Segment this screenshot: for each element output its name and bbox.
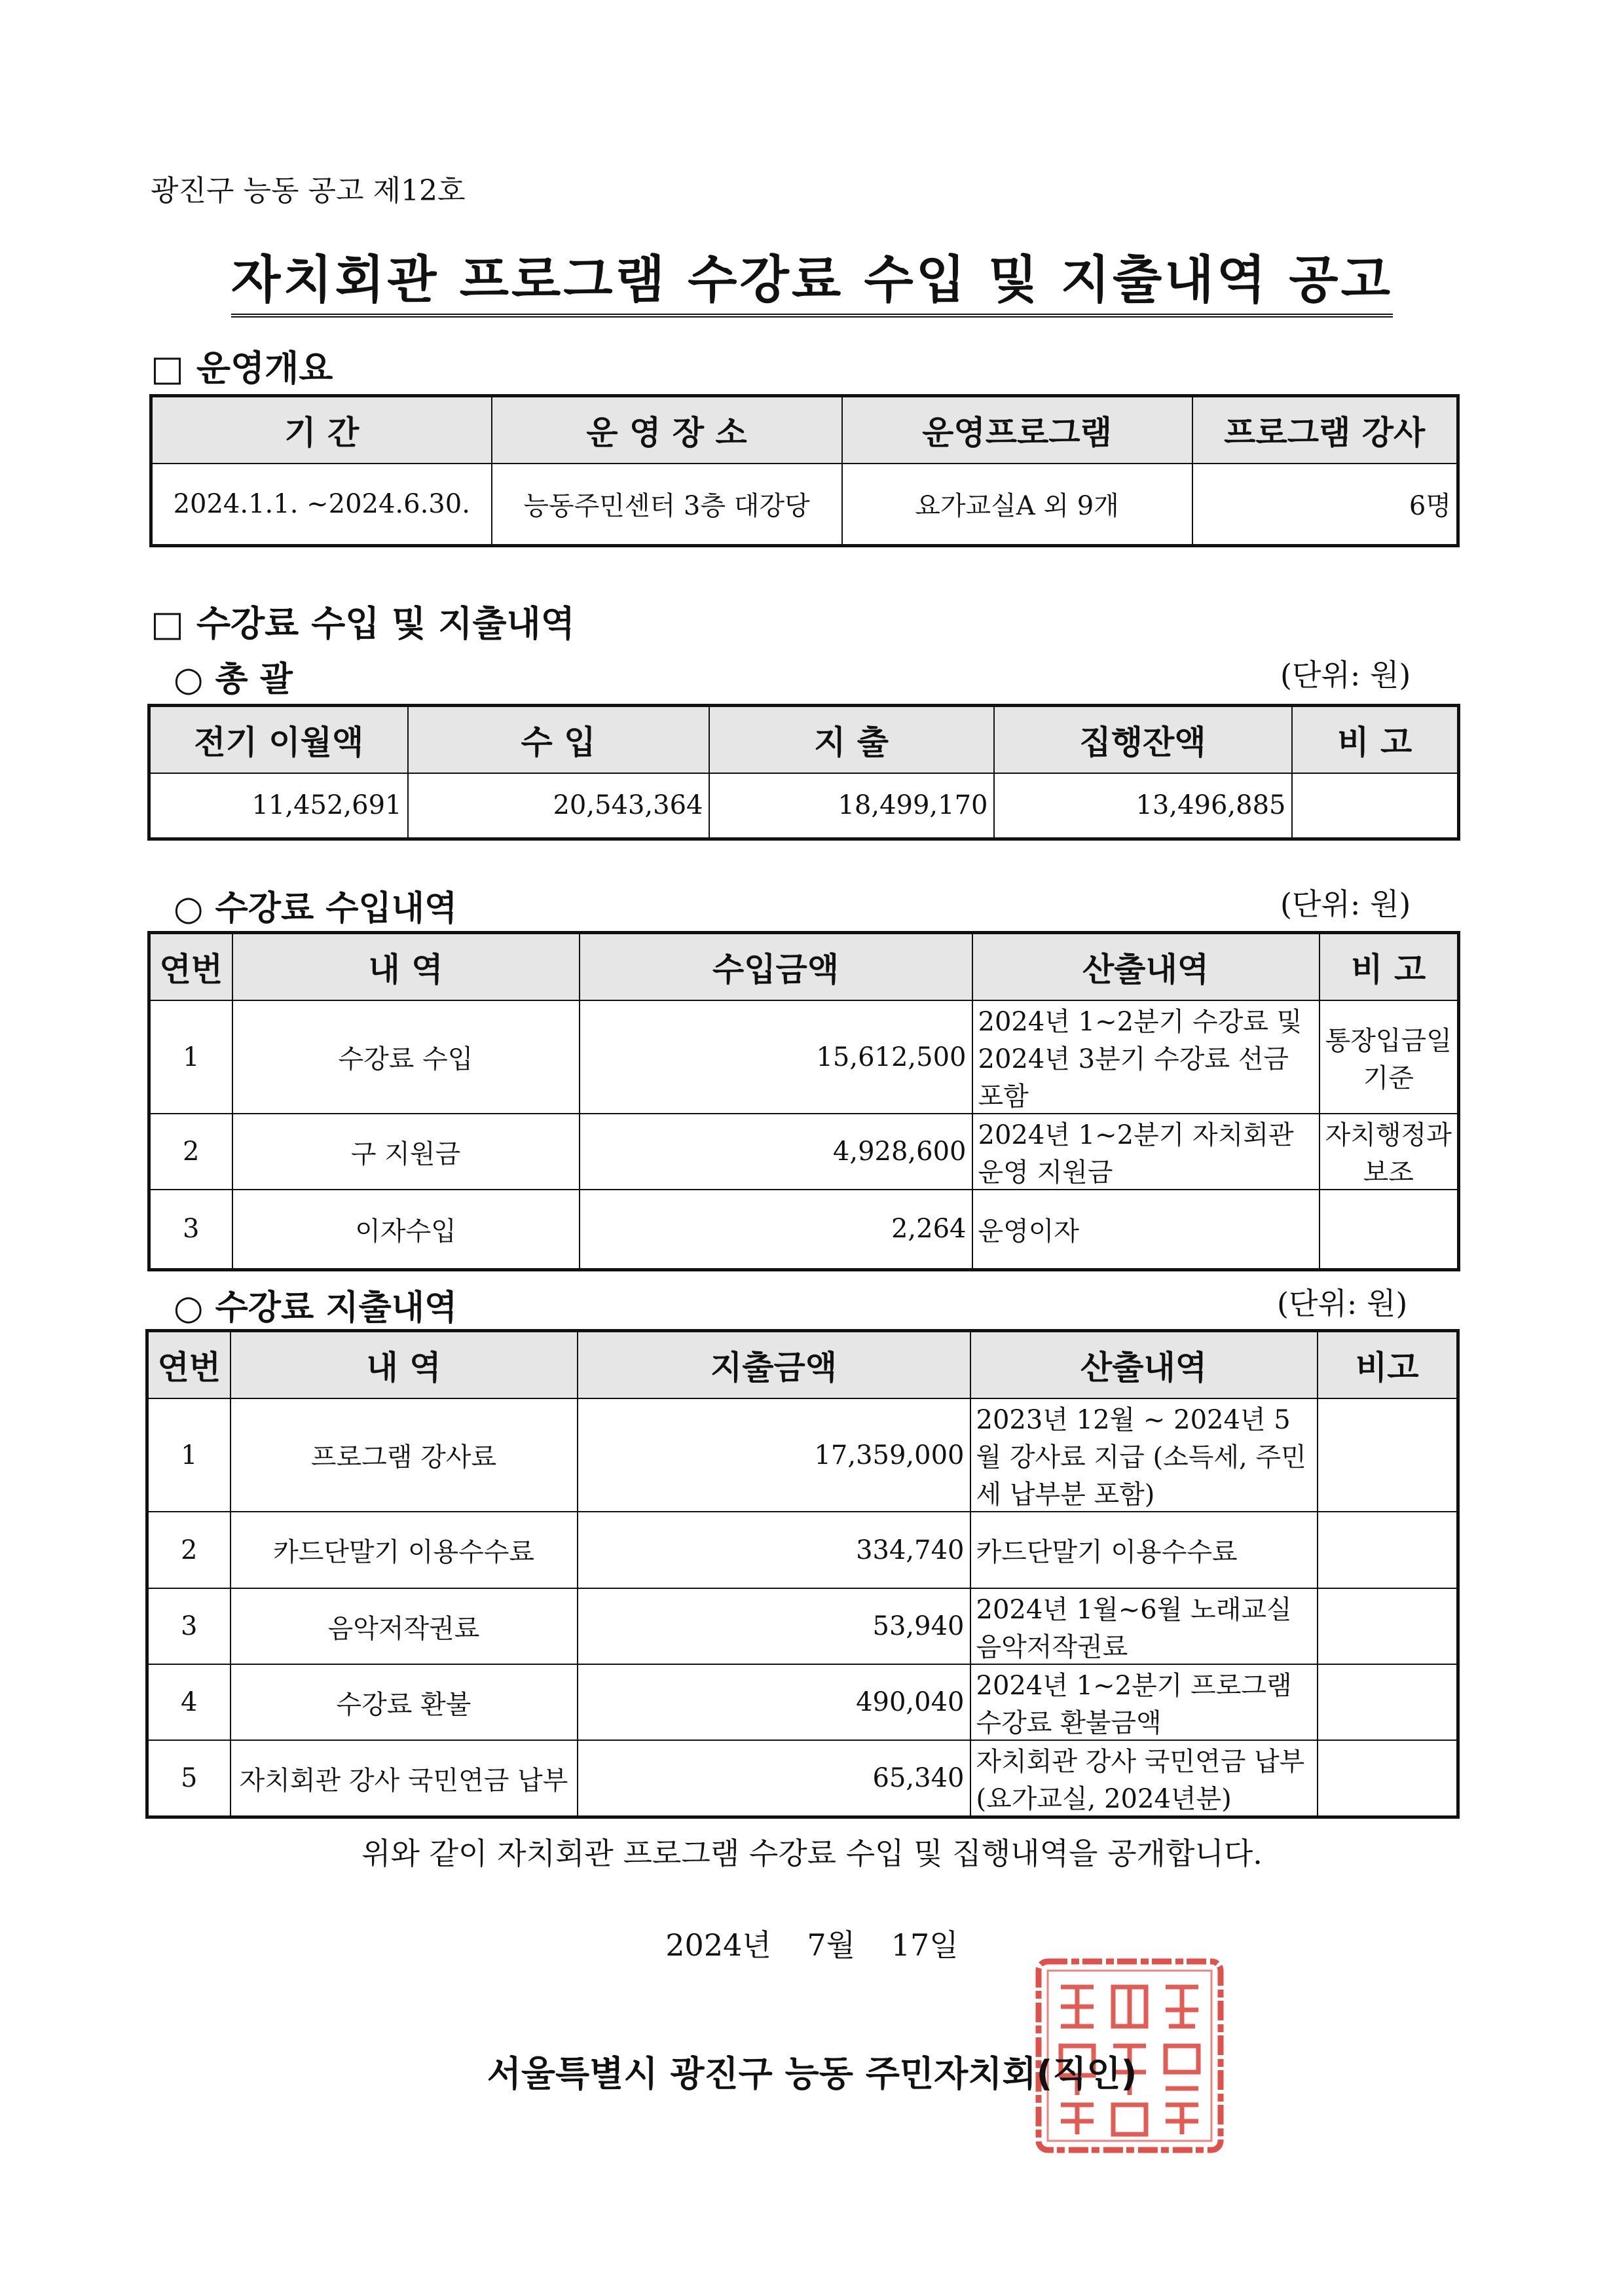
operation-program: 요가교실A 외 9개 (842, 464, 1192, 545)
income-row-note: 통장입금일 기준 (1320, 1000, 1459, 1114)
expense-unit: (단위: 원) (1277, 1286, 1408, 1321)
notice-date: 2024년 7월 17일 (665, 1927, 959, 1963)
operation-instructors: 6명 (1192, 464, 1458, 545)
expense-row-item: 음악저작권료 (231, 1588, 578, 1664)
income-col-no: 연번 (149, 933, 232, 1001)
expense-row-amount: 490,040 (578, 1664, 970, 1740)
expense-col-no: 연번 (147, 1331, 231, 1399)
summary-header-row (149, 706, 1459, 774)
table-row (147, 1588, 1458, 1664)
table-row (147, 1398, 1458, 1512)
table-row (147, 1664, 1458, 1740)
expense-row-amount: 53,940 (578, 1588, 970, 1664)
income-col-amount: 수입금액 (580, 933, 972, 1001)
expense-row-no: 1 (147, 1398, 231, 1512)
income-row-amount: 4,928,600 (580, 1114, 972, 1190)
income-col-item: 내 역 (232, 933, 580, 1001)
summary-col-expense: 지 출 (709, 706, 994, 774)
expense-row-amount: 17,359,000 (578, 1398, 970, 1512)
table-row (147, 1740, 1458, 1817)
expense-col-item: 내 역 (231, 1331, 578, 1399)
expense-row-no: 5 (147, 1740, 231, 1817)
expense-row-item: 프로그램 강사료 (231, 1398, 578, 1512)
summary-col-balance: 집행잔액 (994, 706, 1292, 774)
income-col-note: 비 고 (1320, 933, 1459, 1001)
income-row-detail: 운영이자 (972, 1190, 1320, 1269)
expense-row-no: 2 (147, 1512, 231, 1588)
expense-heading: ○ 수강료 지출내역 (174, 1288, 458, 1328)
table-row (149, 1000, 1459, 1114)
income-row-amount: 2,264 (580, 1190, 972, 1269)
operation-table (149, 394, 1460, 547)
notice-number: 광진구 능동 공고 제12호 (151, 174, 466, 208)
table-row (149, 1190, 1459, 1269)
expense-row-note (1318, 1588, 1458, 1664)
expense-row-amount: 334,740 (578, 1512, 970, 1588)
expense-row-item: 자치회관 강사 국민연금 납부 (231, 1740, 578, 1817)
income-row-item: 이자수입 (232, 1190, 580, 1269)
operation-header-row (151, 396, 1458, 464)
summary-col-note: 비 고 (1292, 706, 1459, 774)
income-row-amount: 15,612,500 (580, 1000, 972, 1114)
expense-row-note (1318, 1664, 1458, 1740)
expense-row-detail: 자치회관 강사 국민연금 납부 (요가교실, 2024년분) (970, 1740, 1318, 1817)
table-row (149, 1114, 1459, 1190)
operation-col-instructor: 프로그램 강사 (1192, 396, 1458, 464)
operation-col-period: 기 간 (151, 396, 492, 464)
income-row-no: 2 (149, 1114, 232, 1190)
expense-row-no: 4 (147, 1664, 231, 1740)
expense-row-amount: 65,340 (578, 1740, 970, 1817)
summary-expense: 18,499,170 (709, 773, 994, 839)
income-row-item: 수강료 수입 (232, 1000, 580, 1114)
expense-row-item: 카드단말기 이용수수료 (231, 1512, 578, 1588)
expense-col-note: 비고 (1318, 1331, 1458, 1399)
summary-note (1292, 773, 1459, 839)
income-row-item: 구 지원금 (232, 1114, 580, 1190)
expense-row-detail: 카드단말기 이용수수료 (970, 1512, 1318, 1588)
expense-table (145, 1329, 1460, 1819)
operation-col-venue: 운 영 장 소 (492, 396, 842, 464)
summary-balance: 13,496,885 (994, 773, 1292, 839)
operation-venue: 능동주민센터 3층 대강당 (492, 464, 842, 545)
operation-col-program: 운영프로그램 (842, 396, 1192, 464)
finance-heading: □ 수강료 수입 및 지출내역 (151, 603, 575, 644)
income-row-detail: 2024년 1~2분기 수강료 및 2024년 3분기 수강료 선금 포함 (972, 1000, 1320, 1114)
income-unit: (단위: 원) (1280, 886, 1411, 922)
income-row-no: 3 (149, 1190, 232, 1269)
operation-period: 2024.1.1. ~2024.6.30. (151, 464, 492, 545)
summary-unit: (단위: 원) (1280, 657, 1411, 693)
summary-table (147, 704, 1460, 841)
summary-col-income: 수 입 (408, 706, 709, 774)
income-row-note (1320, 1190, 1459, 1269)
expense-row-item: 수강료 환불 (231, 1664, 578, 1740)
expense-row-detail: 2024년 1월~6월 노래교실 음악저작권료 (970, 1588, 1318, 1664)
income-heading: ○ 수강료 수입내역 (174, 889, 458, 928)
expense-col-amount: 지출금액 (578, 1331, 970, 1399)
expense-row-note (1318, 1512, 1458, 1588)
income-col-detail: 산출내역 (972, 933, 1320, 1001)
income-row-detail: 2024년 1~2분기 자치회관 운영 지원금 (972, 1114, 1320, 1190)
expense-row-note (1318, 1740, 1458, 1817)
expense-header-row (147, 1331, 1458, 1399)
summary-row (149, 773, 1459, 839)
summary-heading: ○ 총 괄 (174, 660, 293, 699)
summary-income: 20,543,364 (408, 773, 709, 839)
closing-statement: 위와 같이 자치회관 프로그램 수강료 수입 및 집행내역을 공개합니다. (361, 1836, 1263, 1871)
document-title (0, 239, 1624, 312)
income-row-note: 자치행정과 보조 (1320, 1114, 1459, 1190)
operation-heading: □ 운영개요 (151, 348, 333, 389)
expense-row-no: 3 (147, 1588, 231, 1664)
signer: 서울특별시 광진구 능동 주민자치회(직인) (487, 2053, 1137, 2094)
income-header-row (149, 933, 1459, 1001)
expense-row-detail: 2023년 12월 ~ 2024년 5월 강사료 지급 (소득세, 주민세 납부분 포함) (970, 1398, 1318, 1512)
table-row (147, 1512, 1458, 1588)
document-title-text: 자치회관 프로그램 수강료 수입 및 지출내역 공고 (231, 251, 1393, 318)
expense-col-detail: 산출내역 (970, 1331, 1318, 1399)
summary-col-carryover: 전기 이월액 (149, 706, 408, 774)
income-row-no: 1 (149, 1000, 232, 1114)
expense-row-note (1318, 1398, 1458, 1512)
operation-row (151, 464, 1458, 545)
summary-carryover: 11,452,691 (149, 773, 408, 839)
income-table (147, 931, 1460, 1271)
expense-row-detail: 2024년 1~2분기 프로그램 수강료 환불금액 (970, 1664, 1318, 1740)
